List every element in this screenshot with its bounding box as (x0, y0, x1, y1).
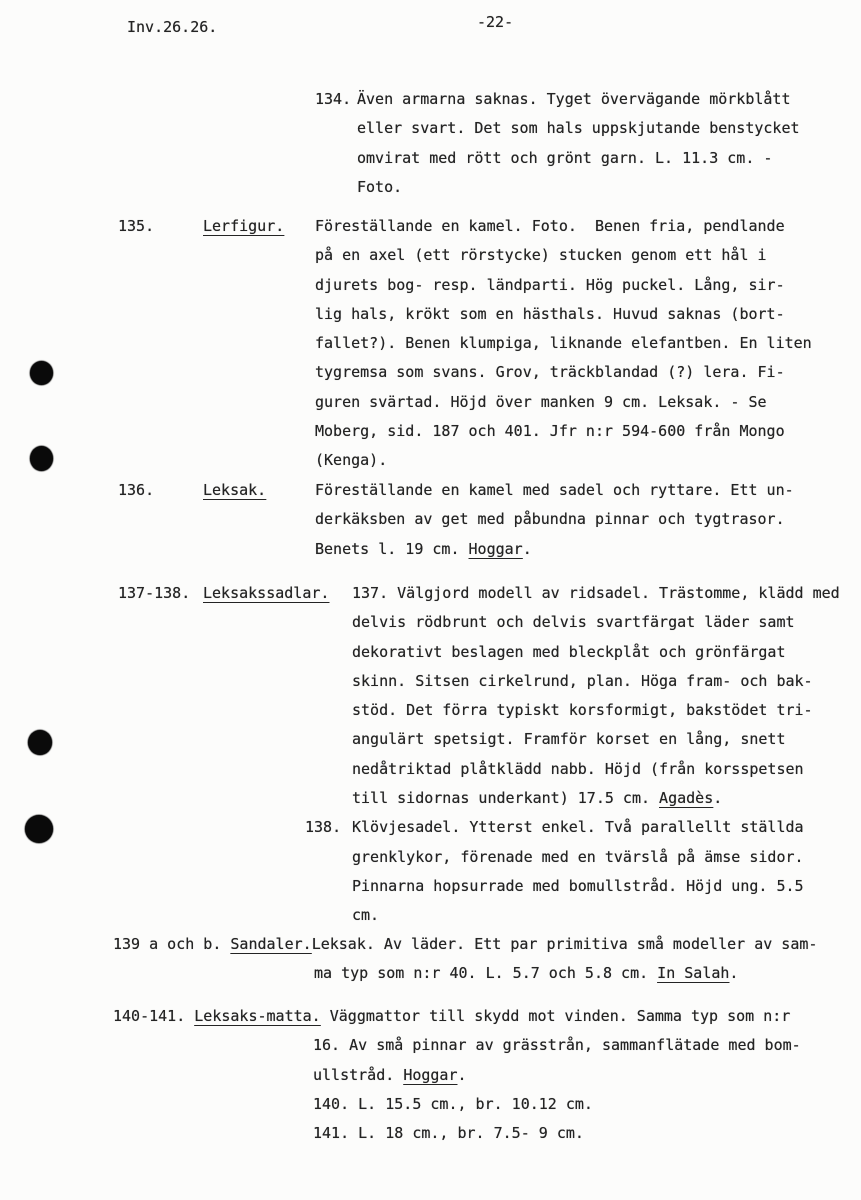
text-line: till sidornas underkant) 17.5 cm. Agadès. (352, 789, 723, 808)
entry-text (315, 212, 812, 476)
page-number: -22- (477, 13, 514, 31)
text-line: tygremsa som svans. Grov, träckblandad (?) lera. Fi- (315, 363, 785, 382)
text-line: Pinnarna hopsurrade med bomullstråd. Höjd ung. 5.5 (352, 876, 804, 895)
text-line: lig hals, krökt som en hästhals. Huvud saknas (bort- (315, 304, 785, 323)
text-line: Föreställande en kamel med sadel och ryttare. Ett un- (315, 481, 794, 499)
text-line: Föreställande en kamel. Foto. Benen fria, pendlande (315, 217, 785, 235)
catalog-entry-134 (315, 85, 800, 202)
catalog-entry-137-138 (118, 579, 840, 931)
entry-text (314, 959, 817, 988)
sub-item (305, 813, 840, 930)
sub-item (352, 579, 840, 813)
text-line: 137. Välgjord modell av ridsadel. Trästomme, klädd med (352, 584, 840, 602)
text-line: 140-141. Leksaks-matta. Väggmattor till skydd mot vinden. Samma typ som n:r (113, 1007, 791, 1025)
inventory-number: Inv.26.26. (127, 18, 218, 36)
text-line: omvirat med rött och grönt garn. L. 11.3 cm. - (357, 148, 773, 167)
underlined-term: In Salah (657, 964, 730, 983)
ink-blot-mark (30, 361, 53, 385)
text-line: Även armarna saknas. Tyget övervägande mörkblått (357, 90, 791, 108)
text-line: dekorativt beslagen med bleckplåt och grönfärgat (352, 642, 786, 661)
ink-blot-mark (25, 815, 53, 843)
underlined-term: Hoggar (468, 539, 523, 558)
item-number: 135. (118, 217, 155, 235)
text-line: delvis rödbrunt och delvis svartfärgat läder samt (352, 613, 795, 632)
item-category-label: Leksakssadlar. (203, 584, 330, 602)
underlined-term: Leksaks-matta. (194, 1007, 321, 1025)
underlined-term: Hoggar (403, 1065, 458, 1084)
entry-text (313, 1031, 801, 1148)
text-line: 16. Av små pinnar av grässtrån, sammanflätade med bom- (313, 1036, 801, 1055)
text-line: skinn. Sitsen cirkelrund, plan. Höga fram- och bak- (352, 671, 813, 690)
text-line: 140. L. 15.5 cm., br. 10.12 cm. (313, 1094, 593, 1113)
item-number: 136. (118, 481, 155, 499)
text-line: derkäksben av get med påbundna pinnar och tygtrasor. (315, 510, 785, 529)
text-line: grenklykor, förenade med en tvärslå på ämse sidor. (352, 847, 804, 866)
item-category-label: Lerfigur. (203, 217, 285, 235)
text-line: på en axel (ett rörstycke) stucken genom ett hål i (315, 246, 767, 265)
underlined-term: Agadès (659, 789, 714, 808)
text-line: Foto. (357, 177, 403, 196)
text-line: guren svärtad. Höjd över manken 9 cm. Leksak. - Se (315, 392, 767, 411)
text-line: angulärt spetsigt. Framför korset en lång, snett (352, 730, 786, 749)
item-number: 137-138. (118, 584, 191, 602)
ink-blot-mark (28, 730, 52, 755)
text-line: Benets l. 19 cm. Hoggar. (315, 539, 532, 558)
item-number: 134. (315, 90, 352, 108)
entry-text (305, 579, 840, 931)
text-line: ullstråd. Hoggar. (313, 1065, 467, 1084)
text-line: Moberg, sid. 187 och 401. Jfr n:r 594-600 från Mongo (315, 422, 785, 441)
text-line: 141. L. 18 cm., br. 7.5- 9 cm. (313, 1124, 584, 1143)
text-line: cm. (352, 906, 380, 925)
text-line: ma typ som n:r 40. L. 5.7 och 5.8 cm. In Salah. (314, 964, 739, 983)
text-line: stöd. Det förra typiskt korsformigt, bakstödet tri- (352, 701, 813, 720)
item-category-label: Leksak. (203, 481, 267, 499)
text-line: (Kenga). (315, 451, 388, 470)
catalog-entry-135 (118, 212, 812, 476)
text-line: djurets bog- resp. ländparti. Hög puckel. Lång, sir- (315, 275, 785, 294)
underlined-term: Sandaler. (230, 935, 312, 953)
ink-blot-mark (30, 446, 53, 471)
text-line: 139 a och b. Sandaler.Leksak. Av läder. Ett par primitiva små modeller av sam- (113, 935, 818, 953)
text-line: nedåtriktad plåtklädd nabb. Höjd (från korsspetsen (352, 759, 804, 778)
text-line: Klövjesadel. Ytterst enkel. Två parallellt ställda (352, 818, 804, 837)
catalog-entry-140-141 (113, 1002, 801, 1148)
item-number: 138. (305, 818, 342, 837)
entry-text (315, 476, 794, 564)
text-line: fallet?). Benen klumpiga, liknande elefantben. En liten (315, 334, 812, 353)
catalog-entry-139 (113, 930, 817, 989)
entry-text (357, 85, 800, 202)
text-line: eller svart. Det som hals uppskjutande benstycket (357, 119, 800, 138)
catalog-entry-136 (118, 476, 794, 564)
